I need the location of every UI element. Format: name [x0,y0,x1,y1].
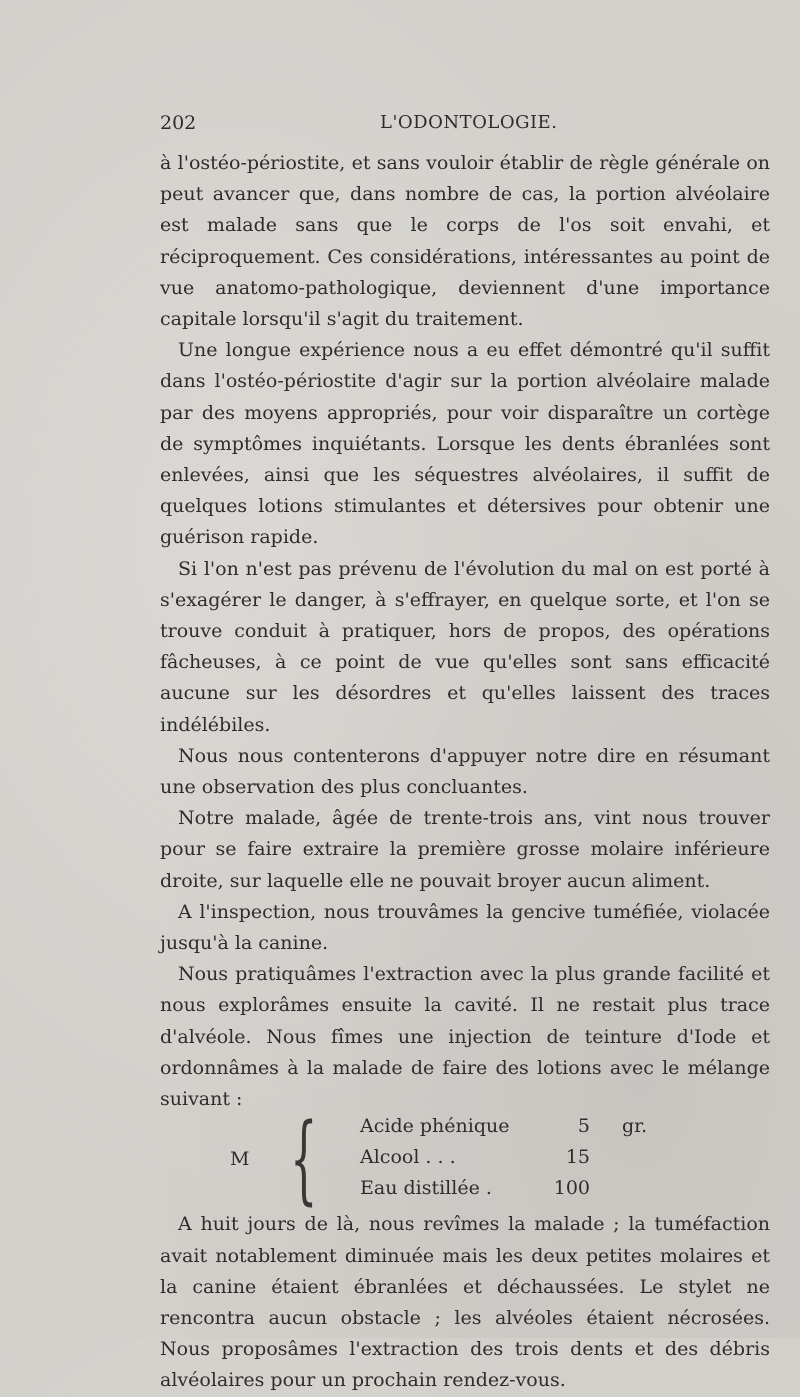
ingredient-name: Acide phénique [360,1115,510,1138]
paragraph: Si l'on n'est pas prévenu de l'évolution du mal on est porté à s'exagérer le danger, à s'effrayer, en quelque sorte, et l'on se trouve conduit à pratiquer, hors de propos, des opérations fâcheuses, à ce point de vue qu'elles sont sans efficacité aucune sur les désordres et qu'elles laissent des traces indélébiles. [160,557,770,736]
brace-glyph: { [290,1103,318,1216]
ingredient-name: Eau distillée . [360,1177,492,1200]
formula-label: M [230,1148,250,1171]
paragraph: A l'inspection, nous trouvâmes la gencive tuméfiée, violacée jusqu'à la canine. [160,900,770,955]
ingredient-amount: 100 [553,1177,590,1200]
formula-ingredient [360,1146,620,1177]
ingredient-name: Alcool . . . [360,1146,456,1169]
body-text [160,148,770,1397]
page-header [160,112,770,142]
paragraph: A huit jours de là, nous revîmes la malade ; la tuméfaction avait notablement diminuée mais les deux petites molaires et la canine étaient ébranlées et déchaussées. Le stylet ne rencontra aucun obstacle ; les alvéoles étaient nécrosées. Nous proposâmes l'extraction des trois dents et des débris alvéolaires pour un prochain rendez-vous. [160,1213,770,1392]
paragraph: Nous nous contenterons d'appuyer notre dire en résumant une observation des plus concluantes. [160,744,770,799]
paragraph-continuation: à l'ostéo-périostite, et sans vouloir établir de règle générale on peut avancer que, dans nombre de cas, la portion alvéolaire est malade sans que le corps de l'os soit envahi, et réciproquement. Ces considérations, intéressantes au point de vue anatomo-pathologique, deviennent d'une importance capitale lorsqu'il s'agit du traitement. [160,152,770,331]
paragraph: Notre malade, âgée de trente-trois ans, vint nous trouver pour se faire extraire la première grosse molaire inférieure droite, sur laquelle elle ne pouvait broyer aucun aliment. [160,807,770,892]
ingredient-unit: gr. [622,1115,648,1138]
ingredient-amount: 5 [577,1115,590,1138]
prescription-formula [160,1103,770,1216]
formula-ingredient [360,1177,620,1208]
ingredient-amount: 15 [565,1146,590,1169]
page-number: 202 [160,112,197,134]
paragraph: Nous pratiquâmes l'extraction avec la plus grande facilité et nous explorâmes ensuite la cavité. Il ne restait plus trace d'alvéole. Nous fîmes une injection de teinture d'Iode et ordonnâmes à la malade de faire des lotions avec le mélange suivant : [160,963,770,1111]
running-title: L'ODONTOLOGIE. [380,112,558,133]
formula-ingredient [360,1115,648,1146]
paragraph: Une longue expérience nous a eu effet démontré qu'il suffit dans l'ostéo-périostite d'agir sur la portion alvéolaire malade par des moyens appropriés, pour voir disparaître un cortège de symptômes inquiétants. Lorsque les dents ébranlées sont enlevées, ainsi que les séquestres alvéolaires, il suffit de quelques lotions stimulantes et détersives pour obtenir une guérison rapide. [160,339,770,549]
